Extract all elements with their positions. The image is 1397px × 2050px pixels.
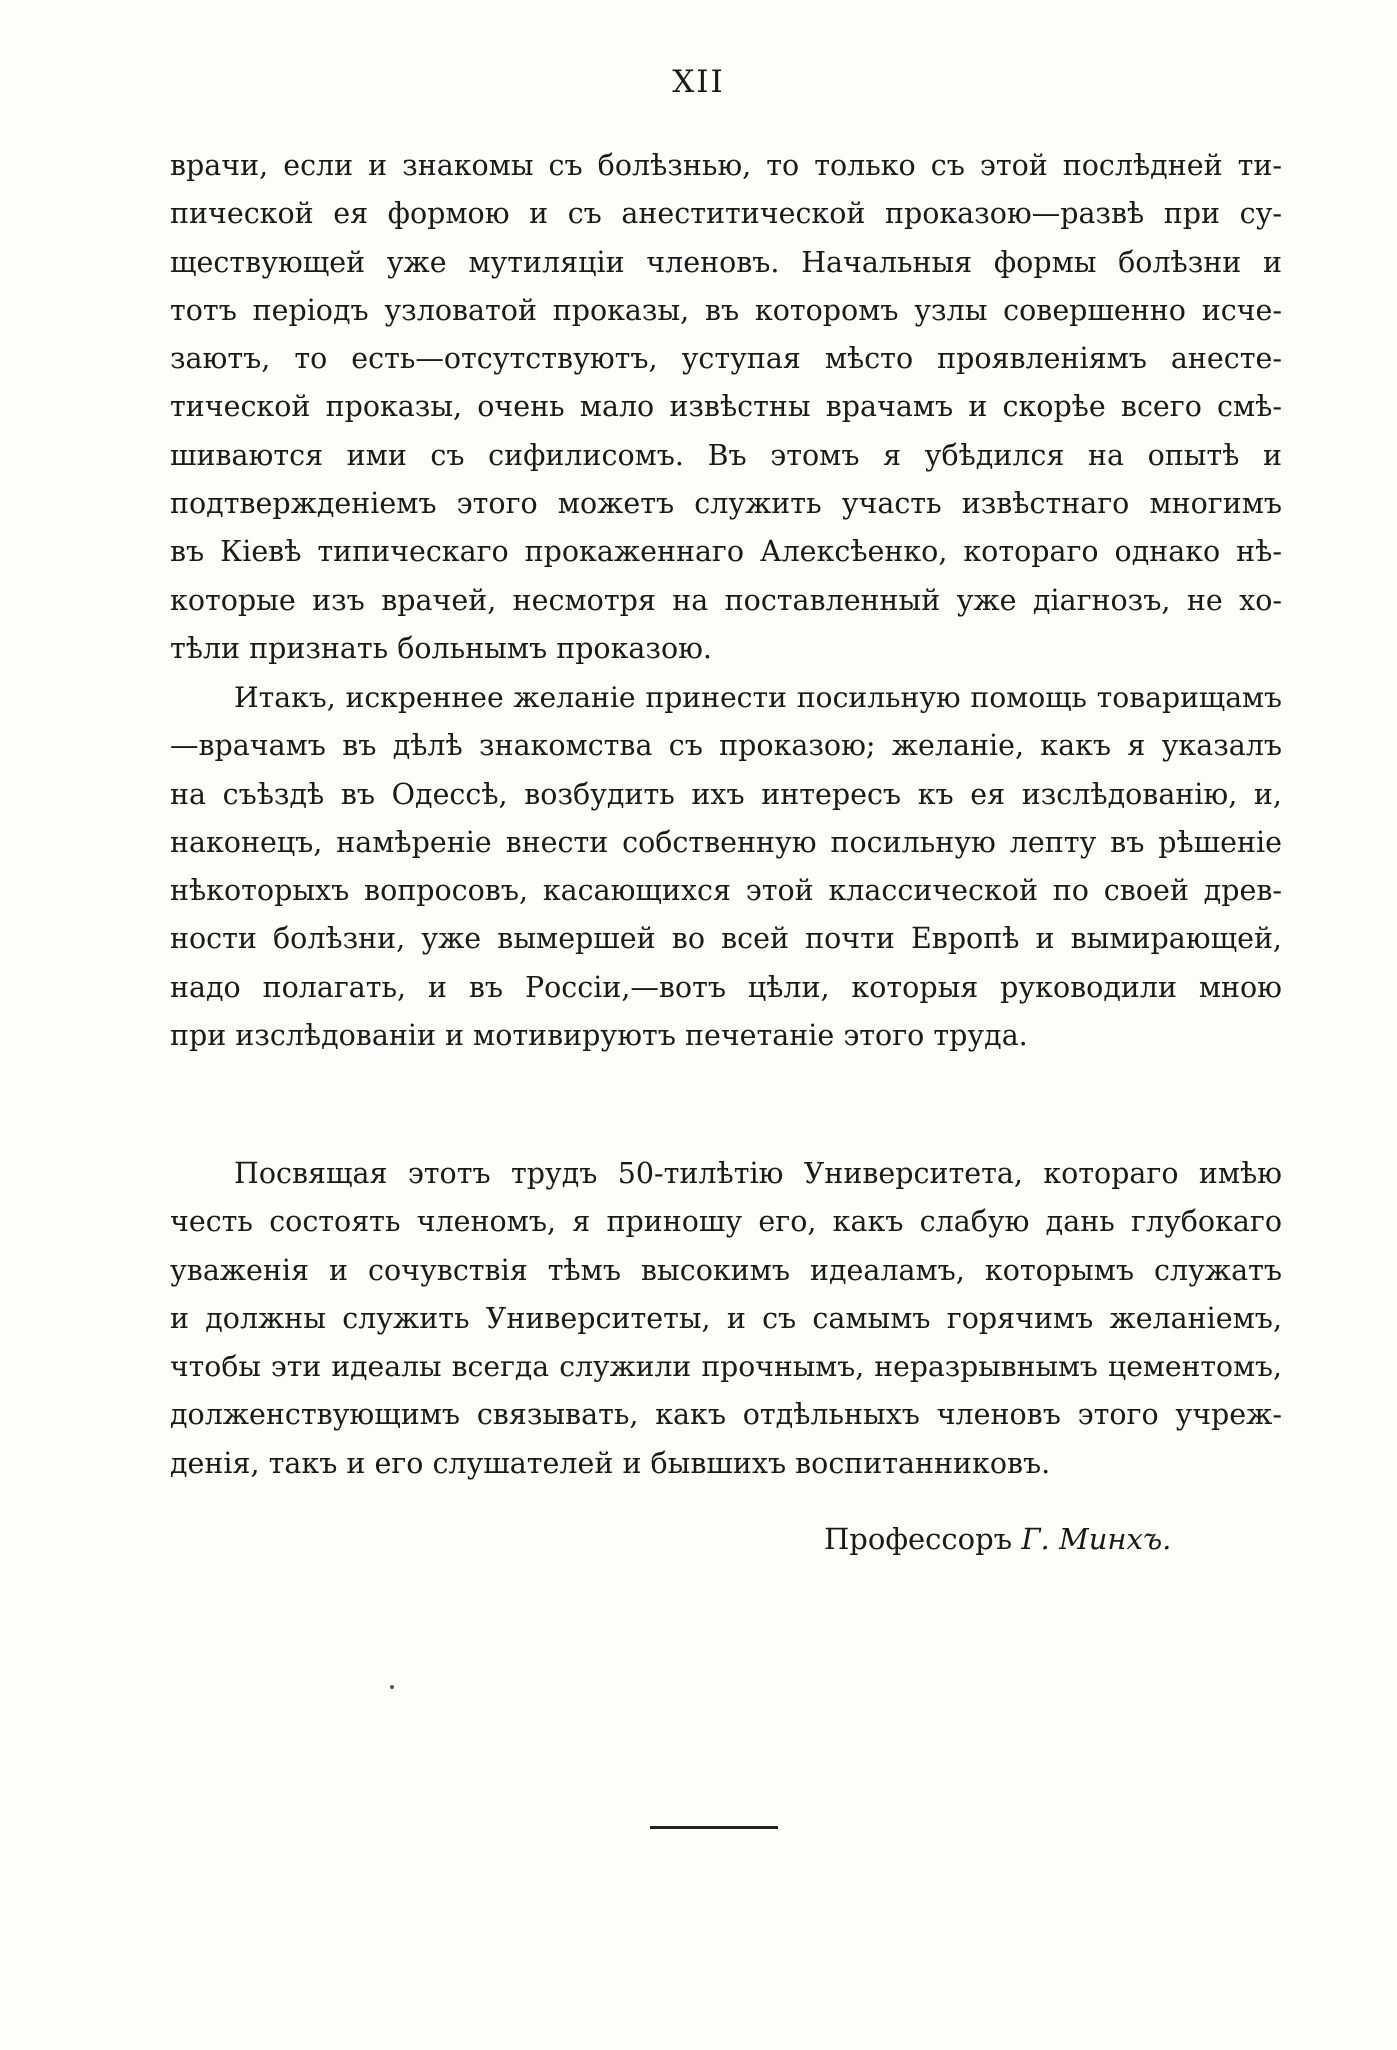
text-line: наконецъ, намѣреніе внести собственную посильную лепту въ рѣшеніе: [170, 825, 1282, 859]
signature: [824, 1515, 1171, 1563]
text-line: нѣкоторыхъ вопросовъ, касающихся этой классической по своей древ-: [170, 874, 1282, 908]
text-line: долженствующимъ связывать, какъ отдѣльныхъ членовъ этого учреж-: [170, 1398, 1282, 1432]
end-rule: [650, 1826, 778, 1829]
text-line: ности болѣзни, уже вымершей во всей почти Европѣ и вымирающей,: [170, 922, 1282, 956]
paragraph-1: [170, 142, 1282, 673]
text-line: Посвящая этотъ трудъ 50-тилѣтію Университета, котораго имѣю: [234, 1157, 1282, 1190]
text-line: пической ея формою и съ анеститической проказою—развѣ при су-: [170, 197, 1282, 231]
signature-title: Профессоръ: [824, 1522, 1013, 1556]
text-line: чтобы эти идеалы всегда служили прочнымъ, неразрывнымъ цементомъ,: [170, 1350, 1282, 1384]
text-line: —врачамъ въ дѣлѣ знакомства съ проказою; желаніе, какъ я указалъ: [170, 729, 1282, 763]
text-line: тотъ періодъ узловатой проказы, въ которомъ узлы совершенно исче-: [170, 293, 1282, 327]
text-line: подтвержденіемъ этого можетъ служить участь извѣстнаго многимъ: [170, 487, 1282, 521]
page-number: XII: [672, 64, 725, 100]
text-line: денія, такъ и его слушателей и бывшихъ воспитанниковъ.: [170, 1446, 1051, 1480]
text-line: Итакъ, искреннее желаніе принести посильную помощь товарищамъ: [234, 681, 1282, 714]
text-line: уваженія и сочувствія тѣмъ высокимъ идеаламъ, которымъ служатъ: [170, 1253, 1282, 1287]
text-line: шиваются ими съ сифилисомъ. Въ этомъ я убѣдился на опытѣ и: [170, 438, 1282, 472]
text-line: врачи, если и знакомы съ болѣзнью, то только съ этой послѣдней ти-: [170, 149, 1282, 182]
text-line: при изслѣдованіи и мотивируютъ печетаніе этого труда.: [170, 1019, 1028, 1053]
text-line: тѣли признать больнымъ проказою.: [170, 631, 712, 665]
text-line: надо полагать, и въ Россіи,—вотъ цѣли, которыя руководили мною: [170, 970, 1282, 1004]
signature-name: Г. Минхъ.: [1021, 1522, 1172, 1556]
ink-speck: [390, 1685, 394, 1689]
text-line: которые изъ врачей, несмотря на поставленный уже діагнозъ, не хо-: [170, 583, 1282, 617]
text-line: заютъ, то есть—отсутствуютъ, уступая мѣсто проявленіямъ анесте-: [170, 342, 1282, 376]
text-line: честь состоять членомъ, я приношу его, какъ слабую дань глубокаго: [170, 1205, 1282, 1239]
text-line: ществующей уже мутиляціи членовъ. Начальныя формы болѣзни и: [170, 245, 1282, 279]
text-line: и должны служить Университеты, и съ самымъ горячимъ желаніемъ,: [170, 1301, 1282, 1335]
paragraph-3: [170, 1150, 1282, 1488]
text-line: на съѣздѣ въ Одессѣ, возбудить ихъ интересъ къ ея изслѣдованію, и,: [170, 777, 1282, 811]
text-line: въ Кіевѣ типическаго прокаженнаго Алексѣенко, котораго однако нѣ-: [170, 535, 1282, 569]
text-line: тической проказы, очень мало извѣстны врачамъ и скорѣе всего смѣ-: [170, 390, 1282, 424]
paragraph-2: [170, 674, 1282, 1060]
